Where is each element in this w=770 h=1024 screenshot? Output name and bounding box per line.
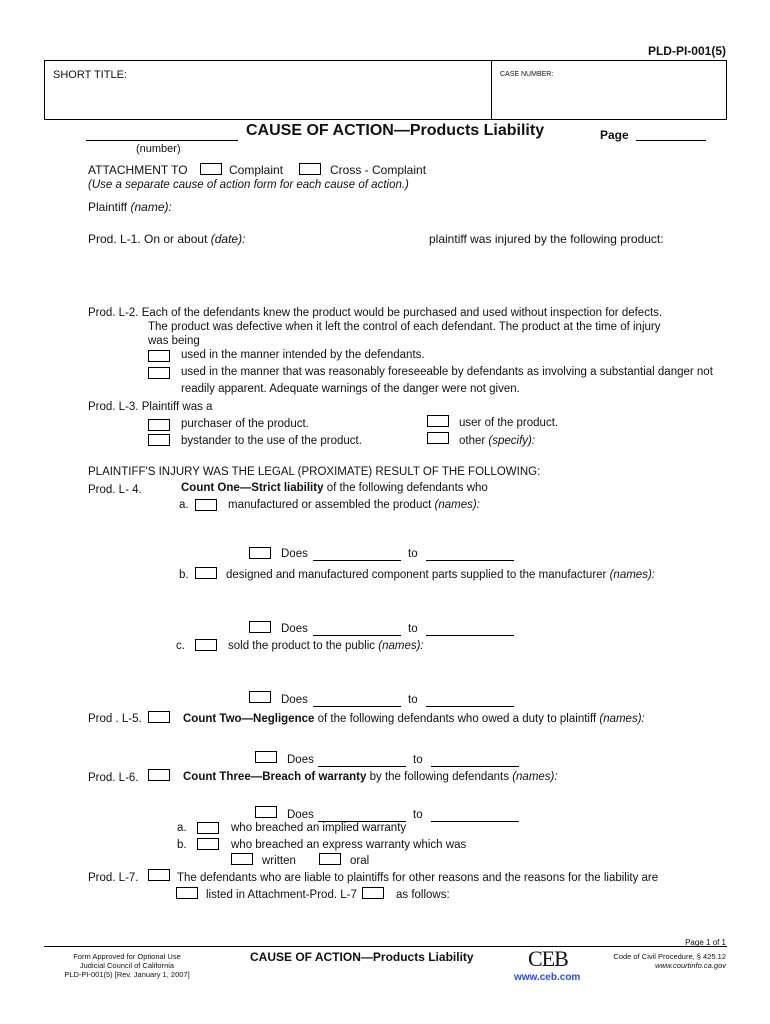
- user-label: user of the product.: [459, 417, 559, 429]
- case-number-label: CASE NUMBER:: [500, 71, 554, 78]
- does-to-line[interactable]: [426, 560, 514, 561]
- does-to-label: to: [408, 548, 418, 560]
- plaintiff-name-hint: (name):: [130, 200, 172, 214]
- oral-checkbox[interactable]: [319, 853, 341, 865]
- code-reference: Code of Civil Procedure, § 425.12: [613, 952, 726, 961]
- l5-count-rest: of the following defendants who owed a duty to plaintiff: [317, 713, 597, 725]
- page-of: Page 1 of 1: [685, 938, 726, 947]
- l4-a-line: [228, 499, 480, 511]
- courtinfo-url[interactable]: www.courtinfo.ca.gov: [655, 961, 726, 970]
- l6-count-rest: by the following defendants: [369, 771, 509, 783]
- l4-label: Prod. L- 4.: [88, 484, 142, 496]
- l3-label: Prod. L-3. Plaintiff was a: [88, 401, 213, 413]
- l5-does-checkbox[interactable]: [255, 751, 277, 763]
- number-label: (number): [136, 143, 181, 155]
- cause-number-line[interactable]: [86, 140, 238, 141]
- bystander-checkbox[interactable]: [148, 434, 170, 446]
- written-checkbox[interactable]: [231, 853, 253, 865]
- cross-complaint-checkbox[interactable]: [299, 163, 321, 175]
- does-from-line[interactable]: [313, 560, 401, 561]
- l6-implied-checkbox[interactable]: [197, 822, 219, 834]
- l7-text2: listed in Attachment-Prod. L-7: [206, 889, 357, 901]
- attachment-label: ATTACHMENT TO: [88, 163, 188, 177]
- l1-line: [88, 232, 245, 246]
- l7-label: Prod. L-7.: [88, 872, 139, 884]
- l4-b-names-hint: (names):: [609, 569, 655, 581]
- l7-attachment-checkbox[interactable]: [176, 887, 198, 899]
- l4-b-checkbox[interactable]: [195, 567, 217, 579]
- does-label: Does: [287, 754, 314, 766]
- l6-a-letter: a.: [177, 822, 187, 834]
- does-to-label: to: [408, 694, 418, 706]
- purchaser-label: purchaser of the product.: [181, 418, 309, 430]
- complaint-checkbox[interactable]: [200, 163, 222, 175]
- l6-count-line: [183, 771, 558, 783]
- other-label: other: [459, 435, 486, 447]
- l2-opt2b: readily apparent. Adequate warnings of the danger were not given.: [181, 383, 520, 395]
- approved-line-2: Judicial Council of California: [79, 961, 175, 970]
- l4-c-line: [228, 640, 424, 652]
- l6-label: Prod. L-6.: [88, 772, 139, 784]
- l2-opt2a: used in the manner that was reasonably foreseeable by defendants as involving a substantial danger not: [181, 366, 713, 378]
- does-to-line[interactable]: [426, 635, 514, 636]
- l5-count-line: [183, 713, 645, 725]
- other-checkbox[interactable]: [427, 432, 449, 444]
- l6-count-bold: Count Three—Breach of warranty: [183, 771, 367, 783]
- bystander-label: bystander to the use of the product.: [181, 435, 362, 447]
- l4-b-text: designed and manufactured component parts supplied to the manufacturer: [226, 569, 607, 581]
- injury-heading: PLAINTIFF'S INJURY WAS THE LEGAL (PROXIMATE) RESULT OF THE FOLLOWING:: [88, 466, 541, 478]
- l4-a-text: manufactured or assembled the product: [228, 499, 432, 511]
- l6-does-checkbox[interactable]: [255, 806, 277, 818]
- l5-names-hint: (names):: [599, 713, 645, 725]
- does-to-label: to: [413, 809, 423, 821]
- l4-a-letter: a.: [179, 499, 189, 511]
- ceb-url[interactable]: www.ceb.com: [514, 972, 581, 983]
- plaintiff-line: [88, 200, 172, 214]
- l4-count-bold: Count One—Strict liability: [181, 482, 324, 494]
- page-number-line[interactable]: [636, 140, 706, 141]
- attachment-note: (Use a separate cause of action form for each cause of action.): [88, 179, 409, 191]
- does-label: Does: [281, 694, 308, 706]
- short-title-box[interactable]: [44, 60, 492, 120]
- purchaser-checkbox[interactable]: [148, 419, 170, 431]
- does-to-label: to: [408, 623, 418, 635]
- approved-line-3: PLD-PI-001(5) [Rev. January 1, 2007]: [64, 970, 190, 979]
- l6-names-hint: (names):: [512, 771, 558, 783]
- does-to-label: to: [413, 754, 423, 766]
- case-number-box[interactable]: [491, 60, 727, 120]
- other-specify-hint: (specify):: [488, 435, 536, 447]
- l7-checkbox[interactable]: [148, 869, 170, 881]
- l7-text3: as follows:: [396, 889, 450, 901]
- oral-label: oral: [350, 855, 370, 867]
- l4-c-names-hint: (names):: [378, 640, 424, 652]
- does-label: Does: [287, 809, 314, 821]
- l4-a-names-hint: (names):: [434, 499, 480, 511]
- l6-b-text: who breached an express warranty which was: [231, 839, 467, 851]
- footer-rule: [44, 946, 727, 947]
- l6-express-checkbox[interactable]: [197, 838, 219, 850]
- does-label: Does: [281, 623, 308, 635]
- l6-checkbox[interactable]: [148, 769, 170, 781]
- l4-c-does-checkbox[interactable]: [249, 691, 271, 703]
- does-from-line[interactable]: [318, 766, 406, 767]
- l5-label: Prod . L-5.: [88, 713, 142, 725]
- user-checkbox[interactable]: [427, 415, 449, 427]
- short-title-label: SHORT TITLE:: [53, 69, 127, 81]
- does-label: Does: [281, 548, 308, 560]
- other-line: [459, 435, 535, 447]
- l6-a-text: who breached an implied warranty: [231, 822, 407, 834]
- l4-c-checkbox[interactable]: [195, 639, 217, 651]
- l5-count-bold: Count Two—Negligence: [183, 713, 315, 725]
- l7-text1: The defendants who are liable to plaintiffs for other reasons and the reasons for the liability are: [177, 872, 659, 884]
- l2-foreseeable-checkbox[interactable]: [148, 367, 170, 379]
- does-to-line[interactable]: [431, 821, 519, 822]
- l4-b-line: [226, 569, 655, 581]
- ceb-logo: CEB: [528, 946, 568, 971]
- l2-intended-checkbox[interactable]: [148, 350, 170, 362]
- form-title: CAUSE OF ACTION—Products Liability: [246, 122, 545, 139]
- l2-line2: The product was defective when it left the control of each defendant. The product at the time of injury: [148, 321, 661, 333]
- l1-prefix: Prod. L-1. On or about: [88, 232, 208, 246]
- plaintiff-label: Plaintiff: [88, 200, 128, 214]
- l4-a-checkbox[interactable]: [195, 499, 217, 511]
- l2-line1: Prod. L-2. Each of the defendants knew the product would be purchased and used without inspection for defects.: [88, 307, 663, 319]
- l6-b-letter: b.: [177, 839, 187, 851]
- l4-b-letter: b.: [179, 569, 189, 581]
- form-id: PLD-PI-001(5): [647, 44, 726, 58]
- l4-c-letter: c.: [176, 640, 185, 652]
- does-to-line[interactable]: [426, 706, 514, 707]
- footer-title: CAUSE OF ACTION—Products Liability: [250, 950, 474, 964]
- l5-checkbox[interactable]: [148, 711, 170, 723]
- l4-count-rest: of the following defendants who: [326, 482, 488, 494]
- cross-complaint-label: Cross - Complaint: [330, 163, 427, 177]
- complaint-label: Complaint: [229, 163, 284, 177]
- l7-as-follows-checkbox[interactable]: [362, 887, 384, 899]
- does-to-line[interactable]: [431, 766, 519, 767]
- does-from-line[interactable]: [313, 706, 401, 707]
- l4-c-text: sold the product to the public: [228, 640, 376, 652]
- page-label: Page: [600, 128, 629, 142]
- approved-line-1: Form Approved for Optional Use: [73, 952, 181, 961]
- does-from-line[interactable]: [313, 635, 401, 636]
- l1-date-hint: (date):: [210, 232, 246, 246]
- l2-line3: was being: [148, 335, 200, 347]
- l4-b-does-checkbox[interactable]: [249, 621, 271, 633]
- written-label: written: [262, 855, 296, 867]
- l2-opt1: used in the manner intended by the defendants.: [181, 349, 425, 361]
- l1-rest: plaintiff was injured by the following product:: [429, 232, 664, 246]
- l4-a-does-checkbox[interactable]: [249, 547, 271, 559]
- l4-count-line: [181, 482, 488, 494]
